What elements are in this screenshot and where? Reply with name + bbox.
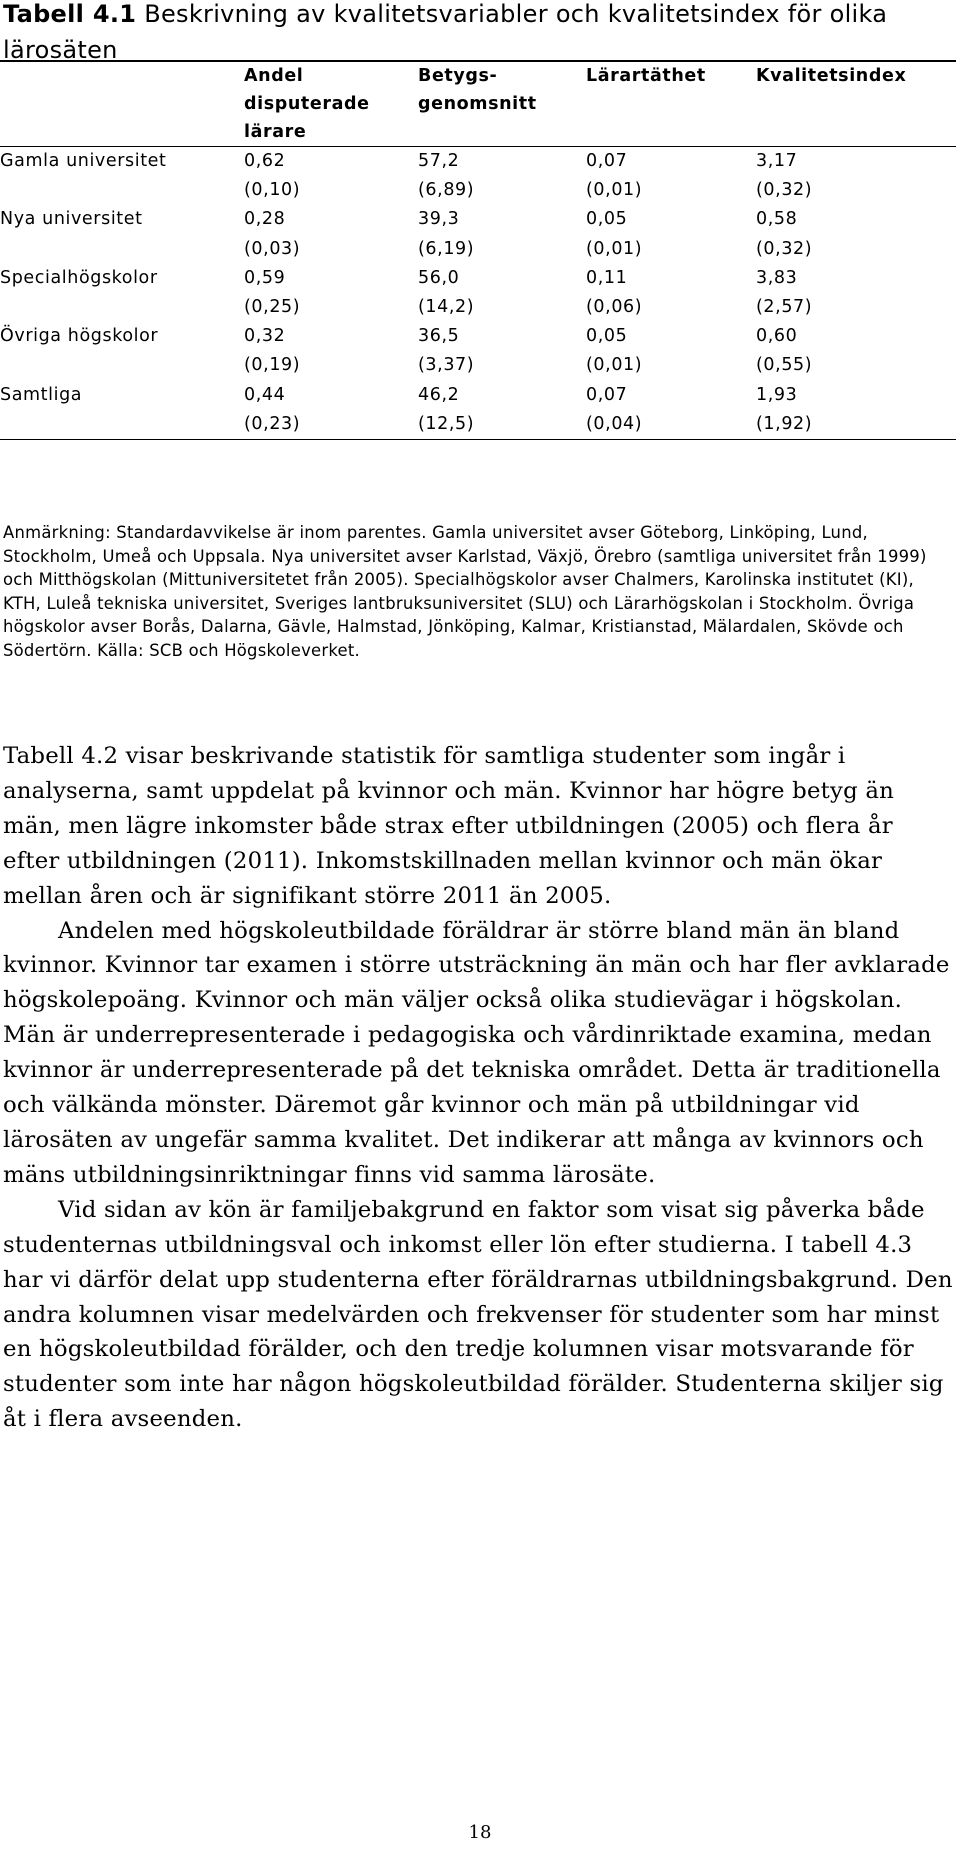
table-note: Anmärkning: Standardavvikelse är inom parentes. Gamla universitet avser Göteborg, Linköping, Lund, Stockholm, Umeå och Uppsala. Nya universitet avser Karlstad, Växjö, Örebro (samtliga universitet från 1999) och Mitthögskolan (Mittuniversitetet från 2005). Specialhögskolor avser Chalmers, Karolinska institutet (KI), KTH, Luleå tekniska universitet, Sveriges lantbruksuniversitet (SLU) och Lärarhögskolan i Stockholm. Övriga högskolor avser Borås, Dalarna, Gävle, Halmstad, Jönköping, Kalmar, Kristianstad, Mälardalen, Skövde och Södertörn. Källa: SCB och Högskoleverket. <box>3 523 927 660</box>
table-row-sd <box>0 410 956 440</box>
table-row-sd <box>0 293 956 322</box>
paragraph: Vid sidan av kön är familjebakgrund en faktor som visat sig påverka både studenternas utbildningsval och inkomst eller lön efter studierna. I tabell 4.3 har vi därför delat upp studenterna efter föräldrarnas utbildningsbakgrund. Den andra kolumnen visar medelvärden och frekvenser för studenter som har minst en högskoleutbildad förälder, och den tredje kolumnen visar motsvarande för studenter som inte har någon högskoleutbildad förälder. Studenterna skiljer sig åt i flera avseenden. <box>3 1196 953 1433</box>
row-label: Övriga högskolor <box>0 326 159 347</box>
table-cell-sd: (6,89) <box>418 180 475 201</box>
table-row <box>0 322 956 351</box>
table-cell: 0,59 <box>244 267 286 288</box>
table-header-row <box>0 61 956 147</box>
table-cell-sd: (0,32) <box>756 180 813 201</box>
table-cell: 1,93 <box>756 384 798 405</box>
table-row-sd <box>0 176 956 205</box>
table-cell: 0,05 <box>586 209 628 230</box>
table-cell-sd: (0,01) <box>586 180 643 201</box>
table-cell: 46,2 <box>418 384 460 405</box>
table-cell-sd: (14,2) <box>418 297 475 318</box>
table-cell: 0,58 <box>756 209 798 230</box>
table-cell-sd: (6,19) <box>418 238 475 259</box>
table-cell-sd: (0,04) <box>586 410 756 440</box>
table-row <box>0 381 956 410</box>
table-cell-sd: (0,19) <box>244 355 301 376</box>
table-cell-sd: (0,23) <box>244 410 418 440</box>
header-betyg: Betygs- genomsnitt <box>418 61 586 147</box>
table-row-sd <box>0 235 956 264</box>
row-label: Samtliga <box>0 384 83 405</box>
table-cell-sd: (0,32) <box>756 238 813 259</box>
row-label: Nya universitet <box>0 209 143 230</box>
table-cell-sd: (0,03) <box>244 238 301 259</box>
header-lartathet: Lärartäthet <box>586 61 756 147</box>
table-cell: 0,28 <box>244 209 286 230</box>
caption-text: Beskrivning av kvalitetsvariabler och kvalitetsindex för olika lärosäten <box>3 0 888 64</box>
table-row <box>0 264 956 293</box>
table-number: Tabell 4.1 <box>3 0 137 28</box>
table-cell: 0,32 <box>244 326 286 347</box>
page-number: 18 <box>468 1822 492 1843</box>
paragraph: Tabell 4.2 visar beskrivande statistik för samtliga studenter som ingår i analyserna, samt uppdelat på kvinnor och män. Kvinnor har högre betyg än män, men lägre inkomster både strax efter utbildningen (2005) och flera år efter utbildningen (2011). Inkomstskillnaden mellan kvinnor och män ökar mellan åren och är signifikant större 2011 än 2005. <box>3 743 895 909</box>
table-cell-sd: (0,10) <box>244 180 301 201</box>
table-cell: 0,60 <box>756 326 798 347</box>
header-empty <box>0 61 244 147</box>
table-cell: 0,07 <box>586 384 628 405</box>
quality-table <box>0 60 956 440</box>
table-cell: 0,11 <box>586 267 628 288</box>
table-caption <box>3 0 953 68</box>
table-cell: 0,62 <box>244 151 286 171</box>
table-cell-sd: (1,92) <box>756 410 956 440</box>
table-cell-sd: (0,01) <box>586 238 643 259</box>
table-row <box>0 147 956 177</box>
table-cell-sd: (0,01) <box>586 355 643 376</box>
row-label: Specialhögskolor <box>0 267 158 288</box>
table-cell: 36,5 <box>418 326 460 347</box>
row-label: Gamla universitet <box>0 151 167 171</box>
table-cell: 39,3 <box>418 209 460 230</box>
table-row-sd <box>0 351 956 380</box>
table-cell: 0,44 <box>244 384 286 405</box>
table-row <box>0 205 956 234</box>
table-cell: 0,07 <box>586 151 628 171</box>
header-kvalitetsindex: Kvalitetsindex <box>756 61 956 147</box>
header-andel: Andel disputerade lärare <box>244 61 418 147</box>
table-cell-sd: (12,5) <box>418 410 586 440</box>
table-cell-sd: (0,25) <box>244 297 301 318</box>
paragraph: Andelen med högskoleutbildade föräldrar är större bland män än bland kvinnor. Kvinnor tar examen i större utsträckning än män och har fler avklarade högskolepoäng. Kvinnor och män väljer också olika studievägar i högskolan. Män är underrepresenterade i pedagogiska och vårdinriktade examina, medan kvinnor är underrepresenterade på det tekniska området. Detta är traditionella och välkända mönster. Däremot går kvinnor och män på utbildningar vid lärosäten av ungefär samma kvalitet. Det indikerar att många av kvinnors och mäns utbildningsinriktningar finns vid samma lärosäte. <box>3 917 950 1188</box>
table-cell: 3,17 <box>756 151 798 171</box>
table-cell: 0,05 <box>586 326 628 347</box>
table-cell-sd: (0,55) <box>756 355 813 376</box>
body-text <box>3 739 953 1437</box>
table-cell-sd: (2,57) <box>756 297 813 318</box>
table-cell: 3,83 <box>756 267 798 288</box>
table-cell: 57,2 <box>418 151 460 171</box>
table-cell-sd: (0,06) <box>586 297 643 318</box>
table-cell-sd: (3,37) <box>418 355 475 376</box>
table-cell: 56,0 <box>418 267 460 288</box>
